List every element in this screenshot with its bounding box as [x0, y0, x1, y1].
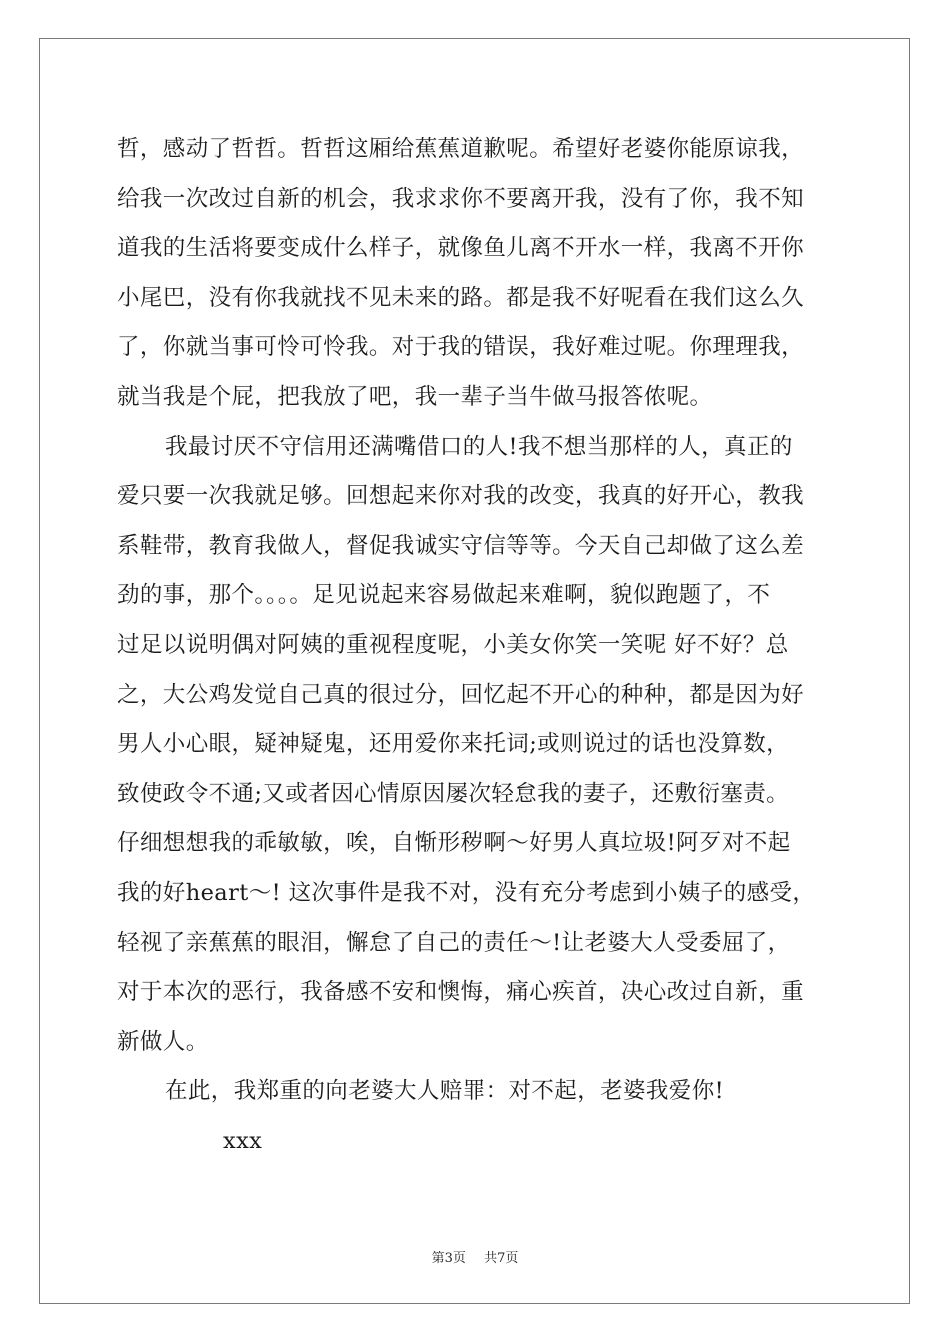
total-pages: 共7页 — [484, 1251, 519, 1266]
text-line: 小尾巴，没有你我就找不见未来的路。都是我不好呢看在我们这么久 — [117, 284, 805, 311]
text-line: 就当我是个屁，把我放了吧，我一辈子当牛做马报答侬呢。 — [117, 383, 713, 410]
paragraph-start-line: 我最讨厌不守信用还满嘴借口的人!我不想当那样的人，真正的 — [165, 433, 793, 460]
text-line: 劲的事，那个。。。。足见说起来容易做起来难啊，貌似跑题了，不 — [117, 582, 771, 609]
paragraph-start-line: 在此，我郑重的向老婆大人赔罪：对不起，老婆我爱你! — [165, 1078, 725, 1105]
page-number: 第3页 — [431, 1251, 466, 1266]
text-line: 轻视了亲蕉蕉的眼泪，懈怠了自己的责任～!让老婆大人受委屈了， — [117, 929, 791, 956]
text-line: 之，大公鸡发觉自己真的很过分，回忆起不开心的种种，都是因为好 — [117, 681, 805, 708]
text-line: 爱只要一次我就足够。回想起来你对我的改变，我真的好开心，教我 — [117, 483, 805, 510]
text-line: 哲，感动了哲哲。哲哲这厢给蕉蕉道歉呢。希望好老婆你能原谅我， — [117, 136, 805, 162]
text-line: 新做人。 — [117, 1028, 209, 1055]
text-line: 系鞋带，教育我做人，督促我诚实守信等等。今天自己却做了这么差 — [117, 532, 805, 559]
text-line: 道我的生活将要变成什么样子，就像鱼儿离不开水一样，我离不开你 — [117, 235, 805, 262]
text-line: 男人小心眼，疑神疑鬼，还用爱你来托词;或则说过的话也没算数， — [117, 731, 790, 758]
page-footer — [0, 1247, 950, 1266]
document-body — [117, 125, 857, 1166]
text-line: 了，你就当事可怜可怜我。对于我的错误，我好难过呢。你理理我， — [117, 334, 805, 361]
text-line: 致使政令不通;又或者因心情原因屡次轻怠我的妻子，还敷衍塞责。 — [117, 780, 790, 807]
text-line: 过足以说明偶对阿姨的重视程度呢，小美女你笑一笑呢 好不好？总 — [117, 631, 789, 658]
text-line: 给我一次改过自新的机会，我求求你不要离开我，没有了你，我不知 — [117, 185, 805, 212]
text-line: 仔细想想我的乖敏敏，唉，自惭形秽啊～好男人真垃圾!阿歹对不起 — [117, 830, 791, 857]
signature: xxx — [223, 1127, 263, 1154]
text-line: 对于本次的恶行，我备感不安和懊悔，痛心疾首，决心改过自新，重 — [117, 979, 805, 1006]
text-line: 我的好heart～! 这次事件是我不对，没有充分考虑到小姨子的感受， — [117, 879, 816, 906]
